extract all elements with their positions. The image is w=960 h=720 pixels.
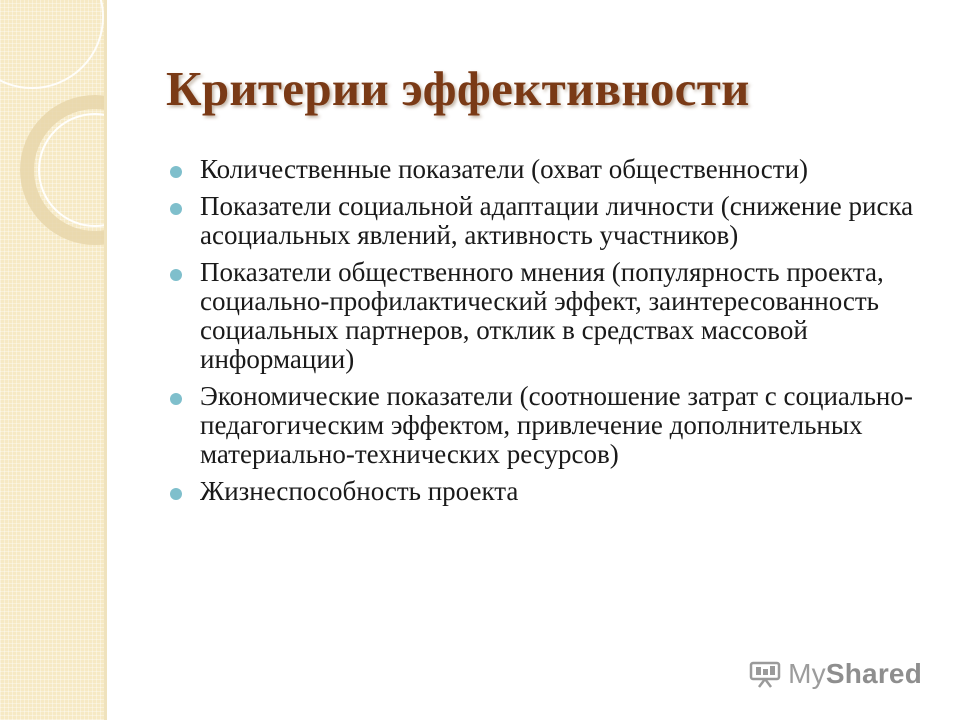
bullet-item — [170, 258, 930, 374]
myshared-watermark — [748, 658, 922, 690]
bullet-text: Показатели социальной адаптации личности (снижение риска асоциальных явлений, активность участников) — [200, 191, 914, 250]
slide-title: Критерии эффективности — [166, 61, 750, 116]
presentation-board-icon — [748, 660, 782, 688]
watermark-prefix: My — [788, 658, 826, 689]
bullet-item — [170, 382, 930, 469]
watermark-suffix: Shared — [825, 658, 922, 689]
bullet-item — [170, 155, 930, 184]
bullet-dot-icon — [170, 203, 182, 215]
bullet-text: Экономические показатели (соотношение затрат с социально-педагогическим эффектом, привлечение дополнительных материально-технических ресурсов) — [200, 381, 913, 469]
bullet-item — [170, 192, 930, 250]
bullet-dot-icon — [170, 269, 182, 281]
bullet-dot-icon — [170, 488, 182, 500]
bullet-list — [170, 155, 930, 514]
bullet-text: Количественные показатели (охват общественности) — [200, 154, 809, 184]
bullet-dot-icon — [170, 166, 182, 178]
bullet-text: Жизнеспособность проекта — [200, 476, 519, 506]
decorative-ring-top — [0, 0, 104, 89]
bullet-text: Показатели общественного мнения (популярность проекта, социально-профилактический эффект, заинтересованность социальных партнеров, отклик в средствах массовой информации) — [200, 257, 884, 374]
side-strip-edge — [104, 0, 107, 720]
decorative-side-strip — [0, 0, 106, 720]
bullet-dot-icon — [170, 393, 182, 405]
bullet-item — [170, 477, 930, 506]
